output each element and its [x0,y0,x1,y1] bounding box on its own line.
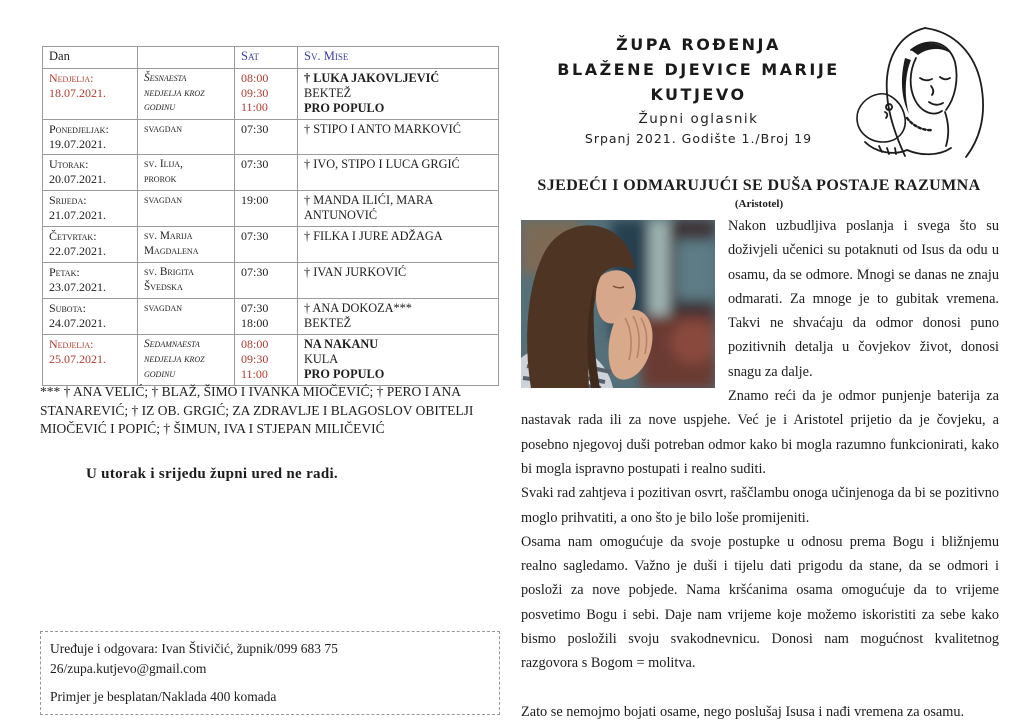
day-line: 19.07.2021. [49,136,106,151]
article-paragraph: Znamo reći da je odmor punjenje baterija za nastavak rada ili za nove uspjehe. Već je i Aristotel prijetio da je čovjeku, a posebno njegovoj duši potreban odmor kako bi mogla razumno funkcionirati, kako bi mogla ispravno postupati i realno suditi. [521,388,999,477]
mass-cell [298,298,499,334]
mass-cell [298,155,499,191]
paragraph-gap [521,676,999,700]
article-headline: SJEDEĆI I ODMARUJUĆI SE DUŠA POSTAJE RAZUMNA [537,177,981,194]
time-line: 11:00 [241,100,268,115]
feast-line: svagdan [144,301,183,314]
time-line: 09:30 [241,85,269,100]
imprint-circulation-line: Primjer je besplatan/Naklada 400 komada [50,689,277,705]
mass-intention-line: NA NAKANU [304,336,379,351]
feast-line: svagdan [144,122,183,135]
feast-cell [138,334,235,385]
feast-cell [138,119,235,155]
mass-row [43,155,499,191]
mass-row [43,191,499,227]
mass-row [43,227,499,263]
article-attribution: (Aristotel) [734,198,784,210]
mass-cell [298,227,499,263]
feast-line: sv. Marija [144,230,193,243]
time-cell [235,155,298,191]
feast-line: Magdalena [144,245,199,258]
mass-row [43,334,499,385]
day-line: Srijeda: [49,193,87,208]
day-cell [43,334,138,385]
mass-intention-line: † MANDA ILIĆI, MARA ANTUNOVIĆ [304,193,433,223]
imprint-editor-line: Uređuje i odgovara: Ivan Štivičić, župnik/099 683 75 26/zupa.kutjevo@gmail.com [50,641,338,676]
time-cell [235,68,298,119]
day-line: 24.07.2021. [49,315,106,330]
day-line: 18.07.2021. [49,85,106,100]
mass-row [43,263,499,299]
time-cell [235,119,298,155]
feast-line: nedjelja kroz [144,352,205,365]
mass-intention-line: † ANA DOKOZA*** [304,300,412,315]
time-line: 07:30 [241,229,269,244]
column-header-feast [138,47,235,69]
mass-row [43,68,499,119]
praying-woman-photo [521,220,715,388]
mass-intention-line: PRO POPULO [304,100,385,115]
day-cell [43,191,138,227]
article-closing-paragraph: Zato se nemojmo bojati osame, nego poslušaj Isusa i nađi vremena za osamu. [521,703,965,720]
time-cell [235,227,298,263]
parish-title-line-3: KUTJEVO [650,84,747,104]
time-line: 08:00 [241,70,269,85]
time-line: 07:30 [241,121,269,136]
feast-line: svagdan [144,194,183,207]
parish-title-line-2: BLAŽENE DJEVICE MARIJE [557,59,840,79]
imprint-box [40,631,500,715]
day-cell [43,298,138,334]
mass-schedule-table [42,46,499,386]
mass-intention-line: PRO POPULO [304,366,385,381]
article-body [521,214,999,720]
mass-cell [298,68,499,119]
day-line: Nedjelja: [49,70,94,85]
day-line: Petak: [49,265,80,279]
feast-line: godinu [144,101,176,114]
mass-intention-line: BEKTEŽ [304,315,352,330]
feast-line: sv. Ilija, [144,158,183,171]
madonna-and-child-drawing-icon [845,24,1005,158]
time-line: 09:30 [241,351,269,366]
asterisk-intentions-note: *** † ANA VELIĆ; † BLAŽ, ŠIMO I IVANKA MIOČEVIĆ; † PERO I ANA STANAREVIĆ; † IZ OB. GRGIĆ; ZA ZDRAVLJE I BLAGOSLOV OBITELJI MIOČEVIĆ I POPIĆ; † ŠIMUN, IVA I STJEPAN MILIČEVIĆ [40,384,474,437]
day-line: 21.07.2021. [49,208,106,223]
column-header-masses: Sv. Mise [298,47,499,69]
masthead [536,33,861,146]
mass-cell [298,119,499,155]
feast-line: Švedska [144,280,183,293]
feast-cell [138,227,235,263]
day-line: 23.07.2021. [49,279,106,294]
day-cell [43,119,138,155]
time-line: 07:30 [241,265,269,279]
feast-cell [138,155,235,191]
day-line: Subota: [49,300,86,315]
article-header [519,177,999,210]
article-paragraph: Nakon uzbudljiva poslanja i svega što su doživjeli učenici su potaknuti od Isus da odu u osamu, da se odmore. Mnogi se danas ne znaju odmarati. Za mnoge je to gubitak vremena. Takvi ne shvaćaju da odmor donosi puno pozitivnih detalja u čovjekov život, donosi snagu za dalje. [728,218,999,380]
day-line: Četvrtak: [49,229,97,244]
day-line: 20.07.2021. [49,172,106,187]
mass-intention-line: KULA [304,351,339,366]
day-cell [43,155,138,191]
mass-table-header-row [43,47,499,69]
column-header-day: Dan [43,47,138,69]
time-cell [235,334,298,385]
feast-cell [138,191,235,227]
feast-line: Sedamnaesta [144,337,200,350]
time-cell [235,263,298,299]
day-line: Utorak: [49,157,89,172]
mass-intention-line: † STIPO I ANTO MARKOVIĆ [304,121,461,136]
time-line: 07:30 [241,300,269,315]
feast-cell [138,298,235,334]
parish-title-line-1: ŽUPA ROĐENJA [616,35,781,54]
mass-row [43,119,499,155]
column-header-time: Sat [235,47,298,69]
day-line: Nedjelja: [49,336,94,351]
feast-cell [138,68,235,119]
feast-line: godinu [144,367,176,380]
newsletter-subtitle: Župni oglasnik [638,111,759,128]
day-line: Ponedjeljak: [49,121,109,136]
day-cell [43,68,138,119]
article-paragraph: Svaki rad zahtjeva i pozitivan osvrt, raščlambu onoga učinjenoga da bi se pozitivno moglo prihvatiti, a ono što je bilo loše promijeniti. [521,485,999,526]
time-line: 07:30 [241,157,269,172]
article-paragraph: Osama nam omogućuje da svoje postupke u odnosu prema Bogu i bližnjemu realno sagledamo. Važno je duši i tijelu dati prigodu da stane, da se odmori i posloži za nove pobjede. Nama kršćanima osama omogućuje da to vrijeme posvetimo Bogu i sebi. Daje nam vrijeme koje možemo iskoristiti za sebe kako bismo posložili svoju svakodnevnicu. Donosi nam mogućnost kvalitetnog razgovora s Bogom = molitva. [521,533,999,672]
time-line: 11:00 [241,366,268,381]
mass-cell [298,191,499,227]
mass-intention-line: BEKTEŽ [304,85,352,100]
mass-cell [298,334,499,385]
day-cell [43,263,138,299]
day-line: 22.07.2021. [49,244,106,259]
day-line: 25.07.2021. [49,351,106,366]
time-cell [235,298,298,334]
time-line: 19:00 [241,193,269,208]
time-line: 18:00 [241,315,269,330]
feast-line: prorok [144,173,177,186]
mass-row [43,298,499,334]
mass-intention-line: † FILKA I JURE ADŽAGA [304,229,443,244]
mass-table-body [43,68,499,385]
feast-line: sv. Brigita [144,266,194,278]
feast-cell [138,263,235,299]
day-cell [43,227,138,263]
issue-line: Srpanj 2021. Godište 1./Broj 19 [584,131,813,147]
feast-line: nedjelja kroz [144,86,205,99]
parish-office-note: U utorak i srijedu župni ured ne radi. [86,466,338,482]
time-line: 08:00 [241,336,269,351]
mass-intention-line: † IVO, STIPO I LUCA GRGIĆ [304,157,460,172]
mass-intention-line: † IVAN JURKOVIĆ [304,265,407,279]
mass-cell [298,263,499,299]
time-cell [235,191,298,227]
feast-line: Šesnaesta [144,71,187,84]
mass-intention-line: † LUKA JAKOVLJEVIĆ [304,70,440,85]
